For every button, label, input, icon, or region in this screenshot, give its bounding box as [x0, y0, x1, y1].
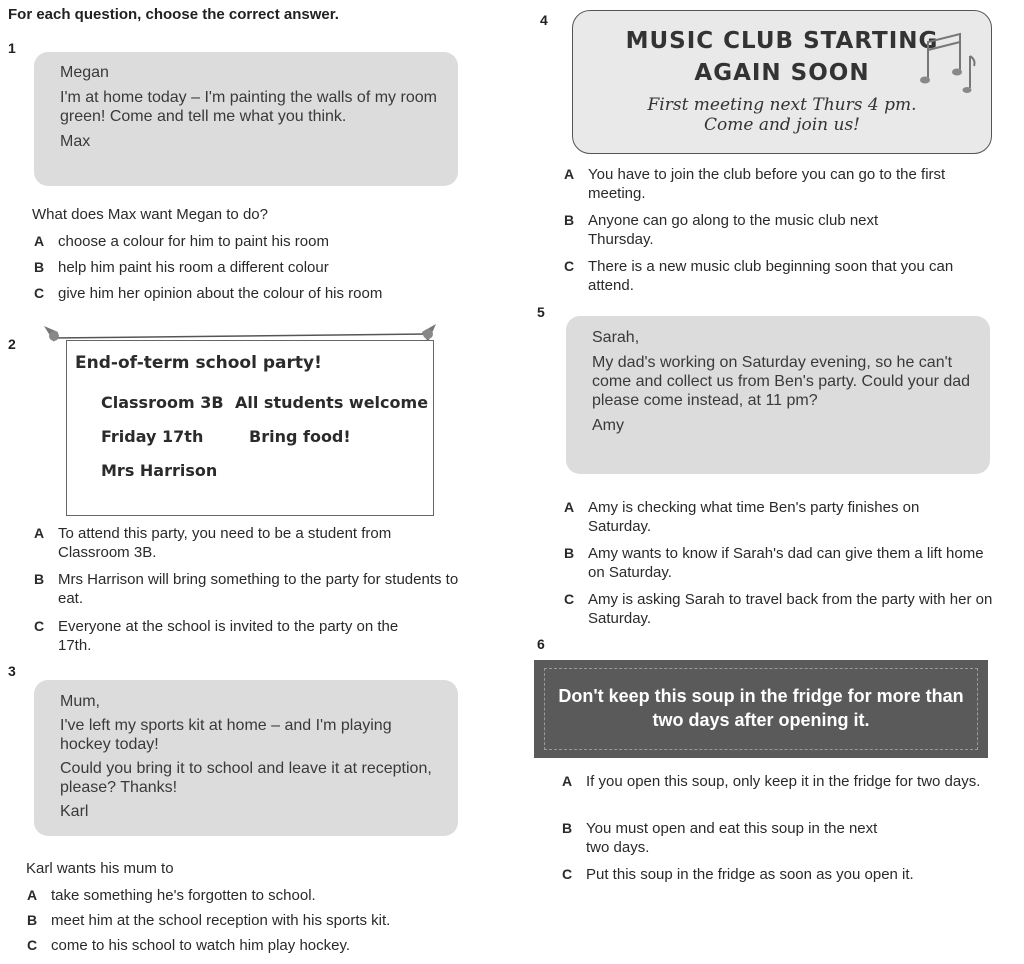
q5-message-from: Amy: [592, 417, 624, 434]
q6-soup-label: [534, 660, 988, 758]
soup-label-text: Don't keep this soup in the fridge for more than two days after opening it.: [558, 686, 964, 730]
option-letter: B: [564, 212, 575, 228]
question-4-number: 4: [540, 12, 548, 28]
music-title-line2: AGAIN SOON: [694, 60, 870, 86]
q6-option-a[interactable]: [562, 772, 982, 791]
q4-option-c[interactable]: [564, 257, 994, 295]
option-text: Amy wants to know if Sarah's dad can give them a lift home on Saturday.: [588, 545, 984, 581]
option-letter: A: [564, 499, 575, 515]
q5-message-body: My dad's working on Saturday evening, so he can't come and collect us from Ben's party. Could your dad please come instead, at 11 pm?: [592, 354, 971, 409]
option-letter: C: [564, 591, 575, 607]
option-text: Anyone can go along to the music club next Thursday.: [588, 212, 879, 248]
notice-title: End-of-term school party!: [75, 353, 322, 373]
option-text: Put this soup in the fridge as soon as you open it.: [586, 866, 914, 883]
option-letter: C: [27, 937, 38, 953]
q4-option-a[interactable]: [564, 165, 994, 203]
q3-message-bubble: [34, 680, 458, 836]
q2-option-c[interactable]: [34, 617, 434, 655]
notice-teacher: Mrs Harrison: [101, 461, 218, 480]
option-text: You must open and eat this soup in the next two days.: [586, 820, 878, 856]
q3-message-line1: I've left my sports kit at home – and I'm playing hockey today!: [60, 717, 392, 753]
q4-option-b[interactable]: [564, 211, 894, 249]
option-letter: B: [564, 545, 575, 561]
q1-option-c[interactable]: [34, 284, 474, 303]
option-letter: A: [564, 166, 575, 182]
option-text: help him paint his room a different colour: [58, 259, 329, 276]
notice-date: Friday 17th: [101, 427, 204, 446]
option-letter: B: [562, 820, 573, 836]
question-5-number: 5: [537, 304, 545, 320]
question-2-number: 2: [8, 336, 16, 352]
q5-option-a[interactable]: [564, 498, 984, 536]
q6-option-b[interactable]: [562, 819, 882, 857]
q1-option-b[interactable]: [34, 258, 464, 277]
q5-message-to: Sarah,: [592, 329, 640, 346]
question-6-number: 6: [537, 636, 545, 652]
option-letter: A: [34, 233, 45, 249]
option-letter: C: [564, 258, 575, 274]
option-text: Amy is checking what time Ben's party finishes on Saturday.: [588, 499, 920, 535]
option-letter: C: [34, 618, 45, 634]
notice-food: Bring food!: [249, 427, 351, 446]
option-letter: B: [27, 912, 38, 928]
q3-option-a[interactable]: [27, 886, 467, 905]
option-text: Everyone at the school is invited to the party on the 17th.: [58, 618, 399, 654]
q3-message-from: Karl: [60, 803, 89, 820]
q1-message-body: I'm at home today – I'm painting the walls of my room green! Come and tell me what you think.: [60, 89, 437, 125]
option-text: There is a new music club beginning soon that you can attend.: [588, 258, 954, 294]
option-text: If you open this soup, only keep it in the fridge for two days.: [586, 773, 981, 790]
q5-option-b[interactable]: [564, 544, 994, 582]
notice-room: Classroom 3B: [101, 393, 224, 412]
q3-message-to: Mum,: [60, 693, 100, 710]
option-letter: B: [34, 571, 45, 587]
option-letter: A: [27, 887, 38, 903]
option-text: come to his school to watch him play hockey.: [51, 937, 351, 954]
q3-option-b[interactable]: [27, 911, 467, 930]
q5-option-c[interactable]: [564, 590, 994, 628]
q2-party-notice: [66, 340, 434, 516]
q1-option-a[interactable]: [34, 232, 464, 251]
option-text: choose a colour for him to paint his room: [58, 233, 329, 250]
option-letter: C: [562, 866, 573, 882]
option-text: Amy is asking Sarah to travel back from the party with her on Saturday.: [588, 591, 993, 627]
music-title-line1: MUSIC CLUB STARTING: [625, 28, 939, 54]
option-text: take something he's forgotten to school.: [51, 887, 316, 904]
option-text: meet him at the school reception with his sports kit.: [51, 912, 391, 929]
q5-message-bubble: [566, 316, 990, 474]
question-3-number: 3: [8, 663, 16, 679]
q1-question: What does Max want Megan to do?: [32, 206, 268, 223]
option-letter: B: [34, 259, 45, 275]
q3-question: Karl wants his mum to: [26, 860, 174, 877]
music-line2: Come and join us!: [704, 115, 860, 135]
q1-message-to: Megan: [60, 64, 109, 81]
option-text: To attend this party, you need to be a student from Classroom 3B.: [58, 525, 392, 561]
q2-option-a[interactable]: [34, 524, 464, 562]
instructions-heading: For each question, choose the correct answer.: [8, 6, 339, 23]
q1-message-bubble: [34, 52, 458, 186]
option-text: Mrs Harrison will bring something to the party for students to eat.: [58, 571, 459, 607]
q3-message-line2: Could you bring it to school and leave it at reception, please? Thanks!: [60, 760, 432, 796]
option-text: give him her opinion about the colour of his room: [58, 285, 383, 302]
music-notes-icon: [920, 26, 978, 98]
music-line1: First meeting next Thurs 4 pm.: [647, 95, 917, 115]
notice-welcome: All students welcome: [235, 393, 429, 412]
option-text: You have to join the club before you can go to the first meeting.: [588, 166, 946, 202]
option-letter: C: [34, 285, 45, 301]
option-letter: A: [562, 773, 573, 789]
q2-option-b[interactable]: [34, 570, 464, 608]
option-letter: A: [34, 525, 45, 541]
q6-option-c[interactable]: [562, 865, 992, 884]
q1-message-from: Max: [60, 133, 91, 150]
q3-option-c[interactable]: [27, 936, 467, 955]
question-1-number: 1: [8, 40, 16, 56]
